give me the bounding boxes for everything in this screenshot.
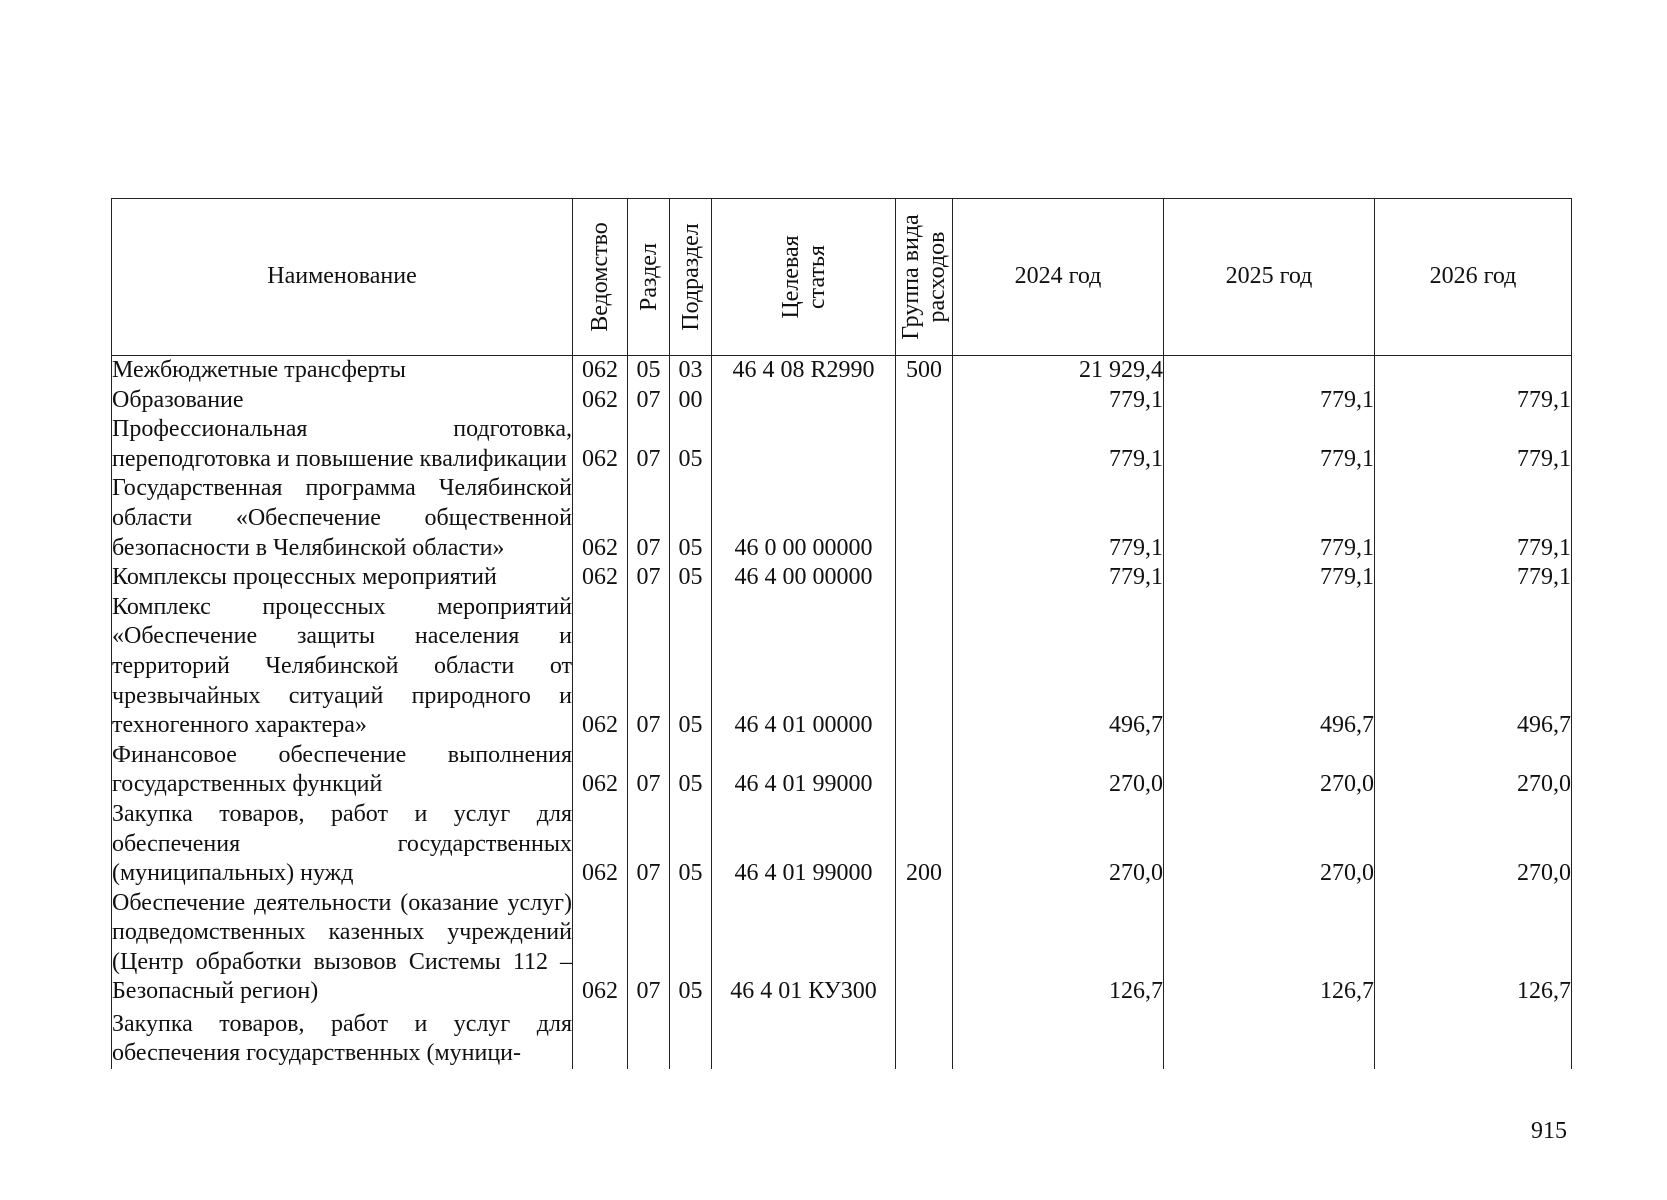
row-group: 500: [896, 356, 953, 386]
row-2026: 779,1: [1375, 386, 1572, 416]
table-row: [112, 1007, 1572, 1069]
row-department: 062: [573, 800, 628, 889]
row-group: [896, 386, 953, 416]
header-subsection-text: Подраздел: [677, 223, 704, 331]
row-2026: 779,1: [1375, 474, 1572, 563]
row-2024: 779,1: [953, 563, 1164, 593]
budget-table: [111, 198, 1572, 1069]
row-subsection: 05: [670, 889, 712, 1007]
row-name: Закупка товаров, работ и услуг для обеспечения государственных (муници-: [112, 1007, 573, 1069]
row-target: [712, 415, 896, 474]
row-name: Закупка товаров, работ и услуг для обеспечения государственных (муниципальных) нужд: [112, 800, 573, 889]
header-target-article-text: [778, 235, 830, 318]
row-2025: 496,7: [1164, 593, 1375, 741]
row-department: 062: [573, 474, 628, 563]
row-2026: 270,0: [1375, 800, 1572, 889]
header-expense-group-text: [898, 214, 950, 339]
row-section: 07: [628, 741, 670, 800]
row-2026: 126,7: [1375, 889, 1572, 1007]
row-2025: 270,0: [1164, 800, 1375, 889]
header-department: [573, 199, 628, 356]
row-department: 062: [573, 889, 628, 1007]
row-department: 062: [573, 563, 628, 593]
row-section: 07: [628, 889, 670, 1007]
row-2026: [1375, 1007, 1572, 1069]
row-target: 46 4 01 99000: [712, 800, 896, 889]
header-row: [112, 199, 1572, 356]
row-target: 46 4 01 00000: [712, 593, 896, 741]
row-group: [896, 889, 953, 1007]
header-target-line1: Целевая: [777, 235, 804, 319]
row-subsection: [670, 1007, 712, 1069]
row-2024: 270,0: [953, 741, 1164, 800]
row-name: Комплексы процессных мероприятий: [112, 563, 573, 593]
row-2026: 779,1: [1375, 415, 1572, 474]
row-group: [896, 415, 953, 474]
row-department: [573, 1007, 628, 1069]
header-target-article: [712, 199, 896, 356]
row-target: 46 4 08 R2990: [712, 356, 896, 386]
row-target: [712, 386, 896, 416]
header-target-line2: статья: [803, 245, 830, 309]
header-department-text: Ведомство: [587, 222, 613, 332]
row-section: 05: [628, 356, 670, 386]
row-2025: 779,1: [1164, 474, 1375, 563]
row-2025: [1164, 1007, 1375, 1069]
row-target: 46 4 01 99000: [712, 741, 896, 800]
row-2024: 270,0: [953, 800, 1164, 889]
row-department: 062: [573, 741, 628, 800]
row-name: Государственная программа Челябинской области «Обеспечение общественной безопасности в Челябинской области»: [112, 474, 573, 563]
row-2026: [1375, 356, 1572, 386]
row-subsection: 05: [670, 474, 712, 563]
row-target: 46 0 00 00000: [712, 474, 896, 563]
row-name: Финансовое обеспечение выполнения государственных функций: [112, 741, 573, 800]
row-subsection: 05: [670, 800, 712, 889]
row-section: 07: [628, 415, 670, 474]
row-subsection: 00: [670, 386, 712, 416]
header-group-line2: расходов: [924, 231, 950, 323]
row-group: 200: [896, 800, 953, 889]
header-name-text: Наименование: [267, 263, 417, 290]
table-row: [112, 889, 1572, 1007]
table-row: [112, 741, 1572, 800]
row-department: 062: [573, 356, 628, 386]
row-name: Комплекс процессных мероприятий «Обеспечение защиты населения и территорий Челябинской области от чрезвычайных ситуаций природного и техногенного характера»: [112, 593, 573, 741]
row-2024: [953, 1007, 1164, 1069]
header-group-line1: Группа вида: [898, 214, 924, 340]
table-row: [112, 474, 1572, 563]
header-name: [112, 199, 573, 356]
row-subsection: 05: [670, 563, 712, 593]
row-section: 07: [628, 800, 670, 889]
header-2024: 2024 год: [953, 199, 1164, 356]
row-department: 062: [573, 593, 628, 741]
table-row: [112, 563, 1572, 593]
row-section: 07: [628, 474, 670, 563]
row-name: Обеспечение деятельности (оказание услуг) подведомственных казенных учреждений (Центр обработки вызовов Системы 112 – Безопасный регион): [112, 889, 573, 1007]
row-2026: 270,0: [1375, 741, 1572, 800]
header-2026: 2026 год: [1375, 199, 1572, 356]
row-department: 062: [573, 415, 628, 474]
row-subsection: 03: [670, 356, 712, 386]
row-2025: 270,0: [1164, 741, 1375, 800]
row-2025: [1164, 356, 1375, 386]
row-section: [628, 1007, 670, 1069]
header-2025: 2025 год: [1164, 199, 1375, 356]
row-2026: 779,1: [1375, 563, 1572, 593]
header-section: [628, 199, 670, 356]
row-2024: 21 929,4: [953, 356, 1164, 386]
header-subsection: [670, 199, 712, 356]
row-group: [896, 1007, 953, 1069]
row-subsection: 05: [670, 415, 712, 474]
table-row: [112, 386, 1572, 416]
header-expense-group: [896, 199, 953, 356]
row-group: [896, 563, 953, 593]
row-name: Межбюджетные трансферты: [112, 356, 573, 386]
row-name: Профессиональная подготовка, переподготовка и повышение квалификации: [112, 415, 573, 474]
row-name: Образование: [112, 386, 573, 416]
row-group: [896, 741, 953, 800]
row-section: 07: [628, 386, 670, 416]
header-section-text: Раздел: [635, 243, 662, 311]
row-section: 07: [628, 563, 670, 593]
table-row: [112, 800, 1572, 889]
row-2025: 779,1: [1164, 386, 1375, 416]
row-subsection: 05: [670, 741, 712, 800]
row-section: 07: [628, 593, 670, 741]
table-row: [112, 415, 1572, 474]
row-department: 062: [573, 386, 628, 416]
row-2025: 126,7: [1164, 889, 1375, 1007]
row-group: [896, 593, 953, 741]
row-2024: 496,7: [953, 593, 1164, 741]
row-2025: 779,1: [1164, 415, 1375, 474]
row-2024: 779,1: [953, 474, 1164, 563]
page-number: 915: [1531, 1118, 1567, 1144]
row-target: [712, 1007, 896, 1069]
row-target: 46 4 01 КУ300: [712, 889, 896, 1007]
row-2025: 779,1: [1164, 563, 1375, 593]
row-target: 46 4 00 00000: [712, 563, 896, 593]
table-row: [112, 356, 1572, 386]
row-2024: 779,1: [953, 415, 1164, 474]
row-2024: 779,1: [953, 386, 1164, 416]
row-group: [896, 474, 953, 563]
row-2026: 496,7: [1375, 593, 1572, 741]
row-2024: 126,7: [953, 889, 1164, 1007]
row-subsection: 05: [670, 593, 712, 741]
table-row: [112, 593, 1572, 741]
